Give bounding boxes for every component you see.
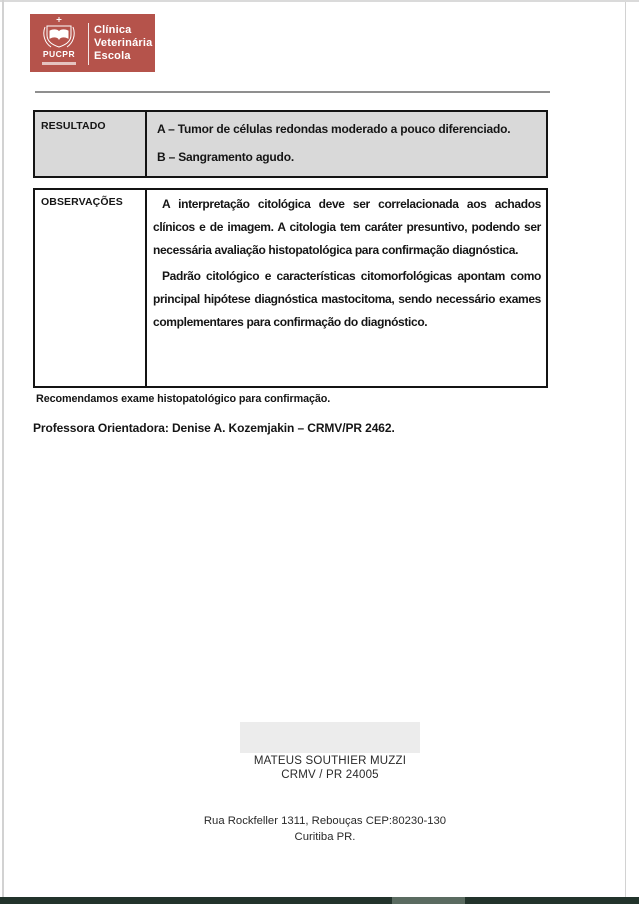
horizontal-scrollbar[interactable] xyxy=(0,897,639,904)
logo-line-2: Veterinária xyxy=(94,36,153,49)
result-label: RESULTADO xyxy=(35,112,147,176)
address-line-2: Curitiba PR. xyxy=(294,831,356,843)
crest-icon xyxy=(37,17,81,50)
result-line-a: A – Tumor de células redondas moderado a pouco diferenciado. xyxy=(157,122,511,136)
page-top-border xyxy=(0,0,639,2)
advisor-note: Professora Orientadora: Denise A. Kozemjakin – CRMV/PR 2462. xyxy=(33,421,395,435)
observations-label: OBSERVAÇÕES xyxy=(35,190,147,386)
crest-subtext xyxy=(42,62,76,65)
observations-table xyxy=(33,188,548,388)
signatory-name: MATEUS SOUTHIER MUZZI xyxy=(253,755,407,767)
logo-wordmark xyxy=(89,14,155,72)
observations-content xyxy=(147,190,546,386)
address-line-1: Rua Rockfeller 1311, Rebouças CEP:80230-130 xyxy=(203,815,447,827)
recommendation-note: Recomendamos exame histopatológico para confirmação. xyxy=(36,393,331,405)
logo-acronym: PUCPR xyxy=(42,49,76,59)
observations-paragraph-1: A interpretação citológica deve ser correlacionada aos achados clínicos e de imagem. A citologia tem caráter presuntivo, podendo ser necessária avaliação histopatológica para confirmação diagnóstica. xyxy=(153,197,541,257)
footer-address xyxy=(165,813,485,845)
result-line-b: B – Sangramento agudo. xyxy=(157,150,294,164)
clinic-logo xyxy=(30,14,155,72)
scrollbar-thumb[interactable] xyxy=(392,897,465,904)
observations-paragraph-2: Padrão citológico e características citomorfológicas apontam como principal hipótese diagnóstica mastocitoma, sendo necessário exames complementares para confirmação do diagnóstico. xyxy=(153,269,541,329)
logo-line-1: Clínica xyxy=(94,23,132,36)
logo-line-3: Escola xyxy=(94,49,131,62)
header-divider-line xyxy=(35,91,550,93)
page-left-border xyxy=(2,0,4,897)
signature-redacted-box xyxy=(240,722,420,753)
page-right-border xyxy=(625,2,626,897)
result-content xyxy=(147,112,546,176)
result-table xyxy=(33,110,548,178)
signature-block xyxy=(180,754,480,782)
pucpr-crest xyxy=(30,14,88,72)
signatory-registration: CRMV / PR 24005 xyxy=(281,769,379,781)
